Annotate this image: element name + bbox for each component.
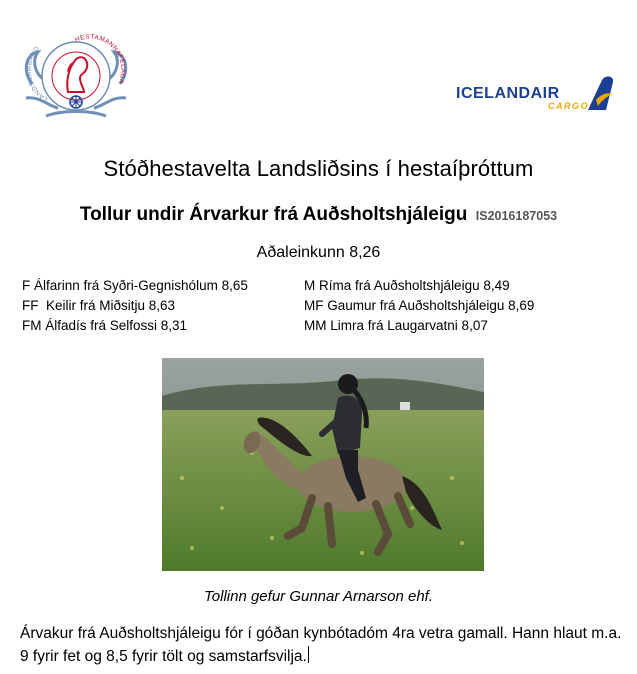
landssamband-hestamannafelaga-seal-icon	[18, 26, 134, 122]
icelandair-cargo-logo-icon	[456, 76, 616, 112]
seal-ring-text-left: LANDSSAMBAND	[25, 44, 50, 103]
horse-heading	[0, 204, 637, 226]
photo-rider-on-dun-icelandic-horse	[162, 358, 484, 571]
cargo-wordmark: CARGO	[548, 101, 589, 111]
registration-number: IS2016187053	[475, 209, 558, 223]
horse-name: Tollur undir Árvarkur frá Auðsholtshjáleigu	[79, 204, 468, 225]
photo-caption: Tollinn gefur Gunnar Arnarson ehf.	[203, 588, 434, 605]
landssamband-logo	[18, 26, 134, 122]
description-text: Árvakur frá Auðsholtshjáleigu fór í góðan kynbótadóm 4ra vetra gamall. Hann hlaut m.a. 9 fyrir fet og 8,5 fyrir tölt og samstarfsvilja.	[20, 625, 622, 665]
pedigree-sire-side	[22, 276, 248, 336]
description-paragraph	[20, 622, 626, 668]
pedigree-line: F Álfarinn frá Syðri-Gegnishólum 8,65	[22, 278, 248, 293]
pedigree-line: MF Gaumur frá Auðsholtshjáleigu 8,69	[304, 298, 535, 313]
text-cursor	[308, 646, 309, 663]
pedigree-line: MM Limra frá Laugarvatni 8,07	[304, 318, 488, 333]
pedigree-line: FF Keilir frá Miðsitju 8,63	[22, 298, 176, 313]
icelandair-cargo-logo	[456, 76, 616, 112]
pedigree-dam-side	[304, 276, 534, 336]
pedigree-line: FM Álfadís frá Selfossi 8,31	[22, 318, 188, 333]
icelandair-wordmark: ICELANDAIR	[456, 85, 560, 102]
document-title: Stóðhestavelta Landsliðsins í hestaíþróttum	[103, 156, 534, 181]
seal-ring-text-right: HESTAMANNAFÉLAGA	[73, 33, 127, 85]
horse-photo	[162, 358, 484, 571]
main-score: Aðaleinkunn 8,26	[256, 244, 381, 261]
pedigree-line: M Ríma frá Auðsholtshjáleigu 8,49	[304, 278, 510, 293]
